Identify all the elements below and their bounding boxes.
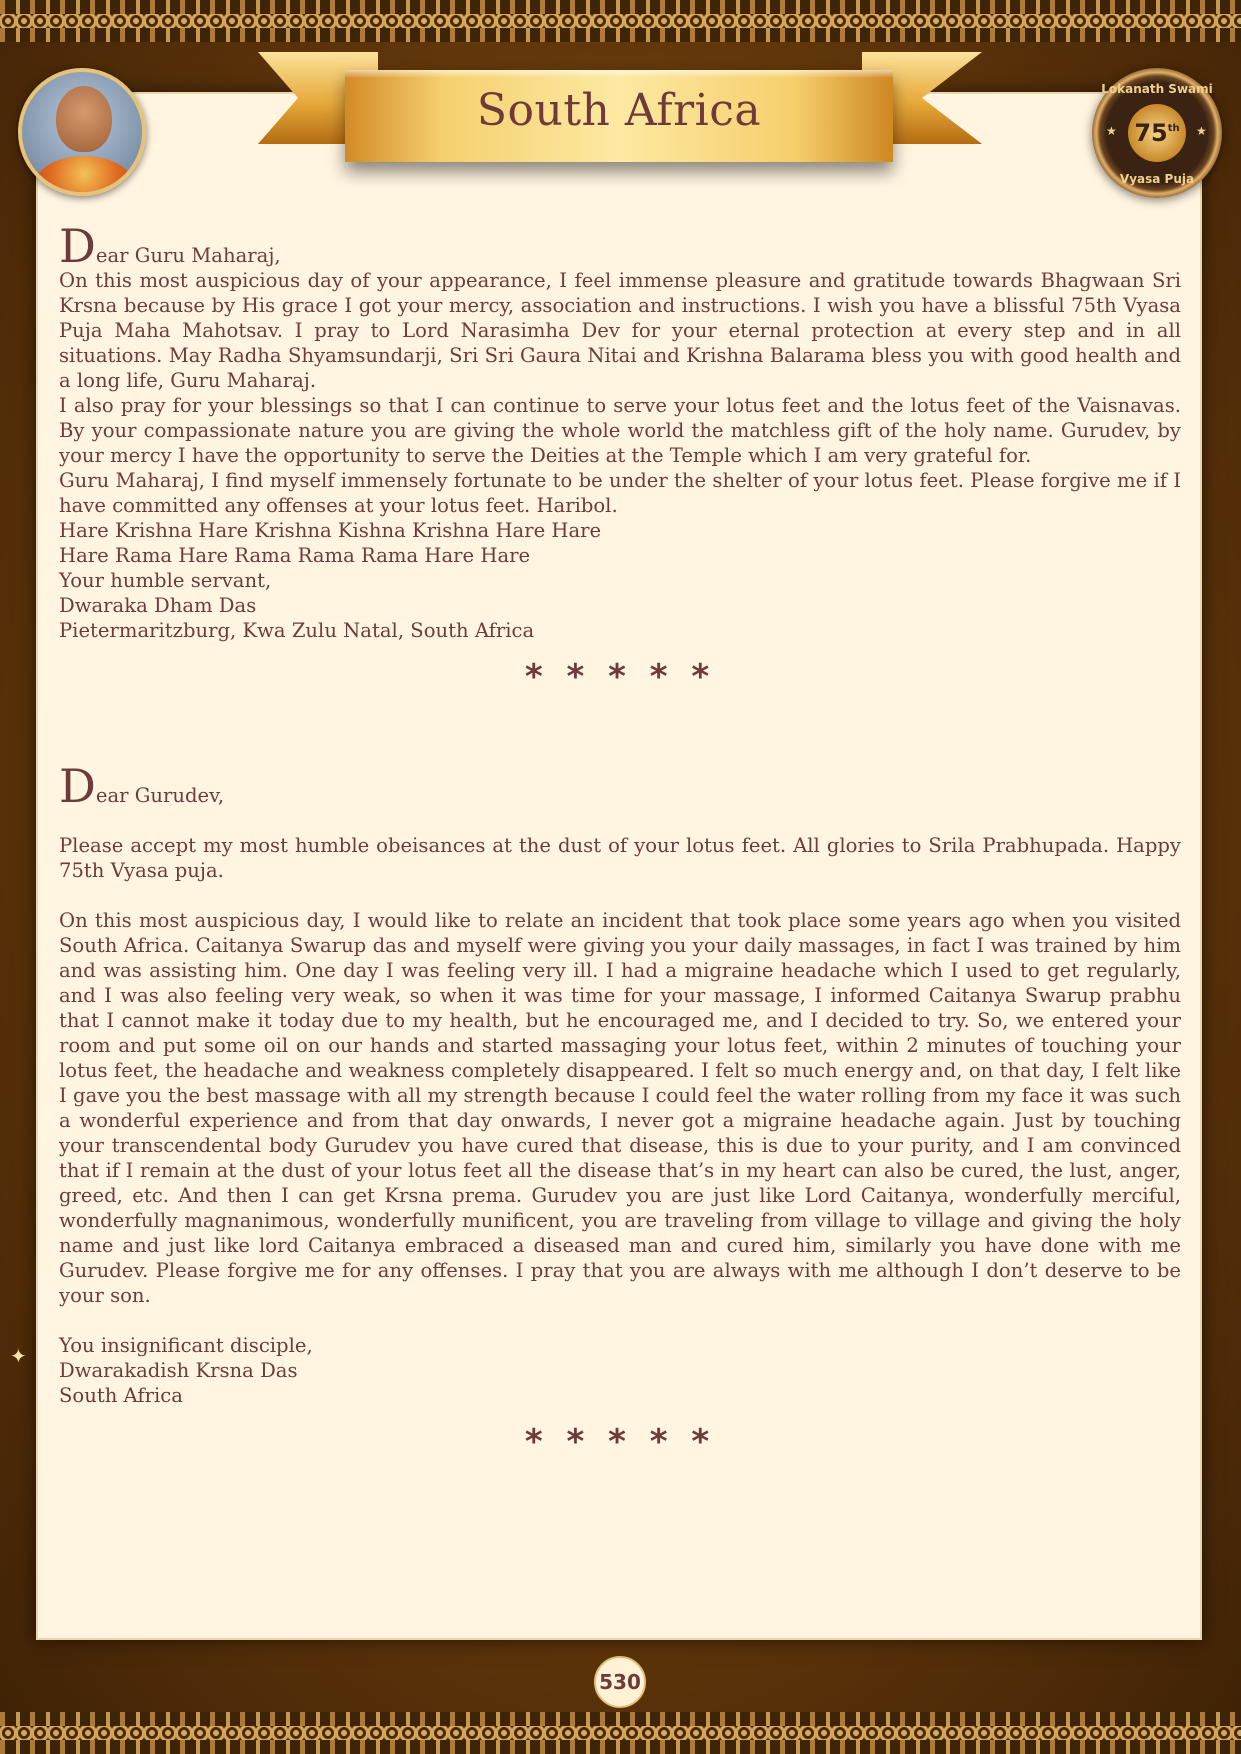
letter-2-location: South Africa [59,1384,183,1407]
letters-content [59,219,1181,1462]
letter-2-salutation [59,759,1181,813]
portrait-garland [34,156,134,196]
letter-1 [59,219,1181,643]
seal-bottom-text: Vyasa Puja [1119,172,1195,186]
letter-1-location: Pietermaritzburg, Kwa Zulu Natal, South Africa [59,619,535,642]
seal-top-text: Lokanath Swami [1101,82,1213,96]
spacer [59,690,1181,766]
letter-2-signature: Dwarakadish Krsna Das [59,1359,298,1382]
seal-number-badge [1128,104,1186,162]
letter-2-salutation-text: ear Gurudev, [95,784,225,807]
title-ribbon [345,70,893,162]
seal-number-suffix: th [1167,122,1180,134]
sparkle-icon: ✦ [10,1344,27,1368]
letter-1-paragraph: I also pray for your blessings so that I can continue to serve your lotus feet and the lotus feet of the Vaisnavas. By your compassionate nature you are giving the whole world the matchless gift of the holy name. Gurudev, by your mercy I have the opportunity to serve the Deities at the Temple which I am very grateful for. [59,394,1181,467]
letter-2-paragraph: Please accept my most humble obeisances at the dust of your lotus feet. All glories to Srila Prabhupada. Happy 75th Vyasa puja. [59,834,1181,882]
seal-number: 75 [1134,119,1168,147]
letter-1-dropcap: D [59,219,96,273]
guru-portrait [18,68,146,196]
anniversary-seal-logo [1092,68,1222,198]
section-separator: * * * * * [524,1422,716,1462]
letter-1-signature: Dwaraka Dham Das [59,594,257,617]
letter-1-salutation-text: ear Guru Maharaj, [95,244,281,267]
letter-1-closing-line: Your humble servant, [59,569,272,592]
letter-2-dropcap: D [59,759,96,813]
letter-2-closing-line: You insignificant disciple, [59,1334,313,1357]
letter-1-paragraph: Guru Maharaj, I find myself immensely fortunate to be under the shelter of your lotus feet. Please forgive me if I have committed any offenses at your lotus feet. Haribol. [59,469,1181,517]
spacer [59,808,1181,833]
seal-star-icon: ★ [1106,124,1117,138]
letter-1-closing-line: Hare Rama Hare Rama Rama Rama Hare Hare [59,544,531,567]
page-number: 530 [594,1656,646,1708]
portrait-face [56,86,112,152]
page-title: South Africa [476,84,762,136]
letter-1-salutation [59,219,1181,273]
bottom-border-ornament [0,1712,1241,1754]
spacer [59,883,1181,908]
section-separator: * * * * * [524,657,716,697]
letter-1-paragraph: On this most auspicious day of your appearance, I feel immense pleasure and gratitude towards Bhagwaan Sri Krsna because by His grace I got your mercy, association and instructions. I wish you have a blissful 75th Vyasa Puja Maha Mahotsav. I pray to Lord Narasimha Dev for your eternal protection at every step and in all situations. May Radha Shyamsundarji, Sri Sri Gaura Nitai and Krishna Balarama bless you with good health and a long life, Guru Maharaj. [59,269,1181,392]
seal-star-icon: ★ [1196,124,1207,138]
letter-2 [59,759,1181,1408]
letter-2-paragraph: On this most auspicious day, I would like to relate an incident that took place some years ago when you visited South Africa. Caitanya Swarup das and myself were giving you your daily massages, in fact I was trained by him and was assisting him. One day I was feeling very ill. I had a migraine headache which I used to get regularly, and I was also feeling very weak, so when it was time for your massage, I informed Caitanya Swarup prabhu that I cannot make it today due to my health, but he encouraged me, and I decided to try. So, we entered your room and put some oil on our hands and started massaging your lotus feet, within 2 minutes of touching your lotus feet, the headache and weakness completely disappeared. I felt so much energy and, on that day, I felt like I gave you the best massage with all my strength because I could feel the water rolling from my face it was such a wonderful experience and from that day onwards, I never got a migraine headache again. Just by touching your transcendental body Gurudev you have cured that disease, this is due to your purity, and I am convinced that if I remain at the dust of your lotus feet all the disease that’s in my heart can also be cured, the lust, anger, greed, etc. And then I can get Krsna prema. Gurudev you are just like Lord Caitanya, wonderfully merciful, wonderfully magnanimous, wonderfully munificent, you are traveling from village to village and giving the holy name and just like lord Caitanya embraced a diseased man and cured him, similarly you have done with me Gurudev. Please forgive me for any offenses. I pray that you are always with me although I don’t deserve to be your son. [59,909,1181,1307]
letter-1-closing-line: Hare Krishna Hare Krishna Kishna Krishna Hare Hare [59,519,602,542]
spacer [59,1308,1181,1333]
top-border-ornament [0,0,1241,42]
